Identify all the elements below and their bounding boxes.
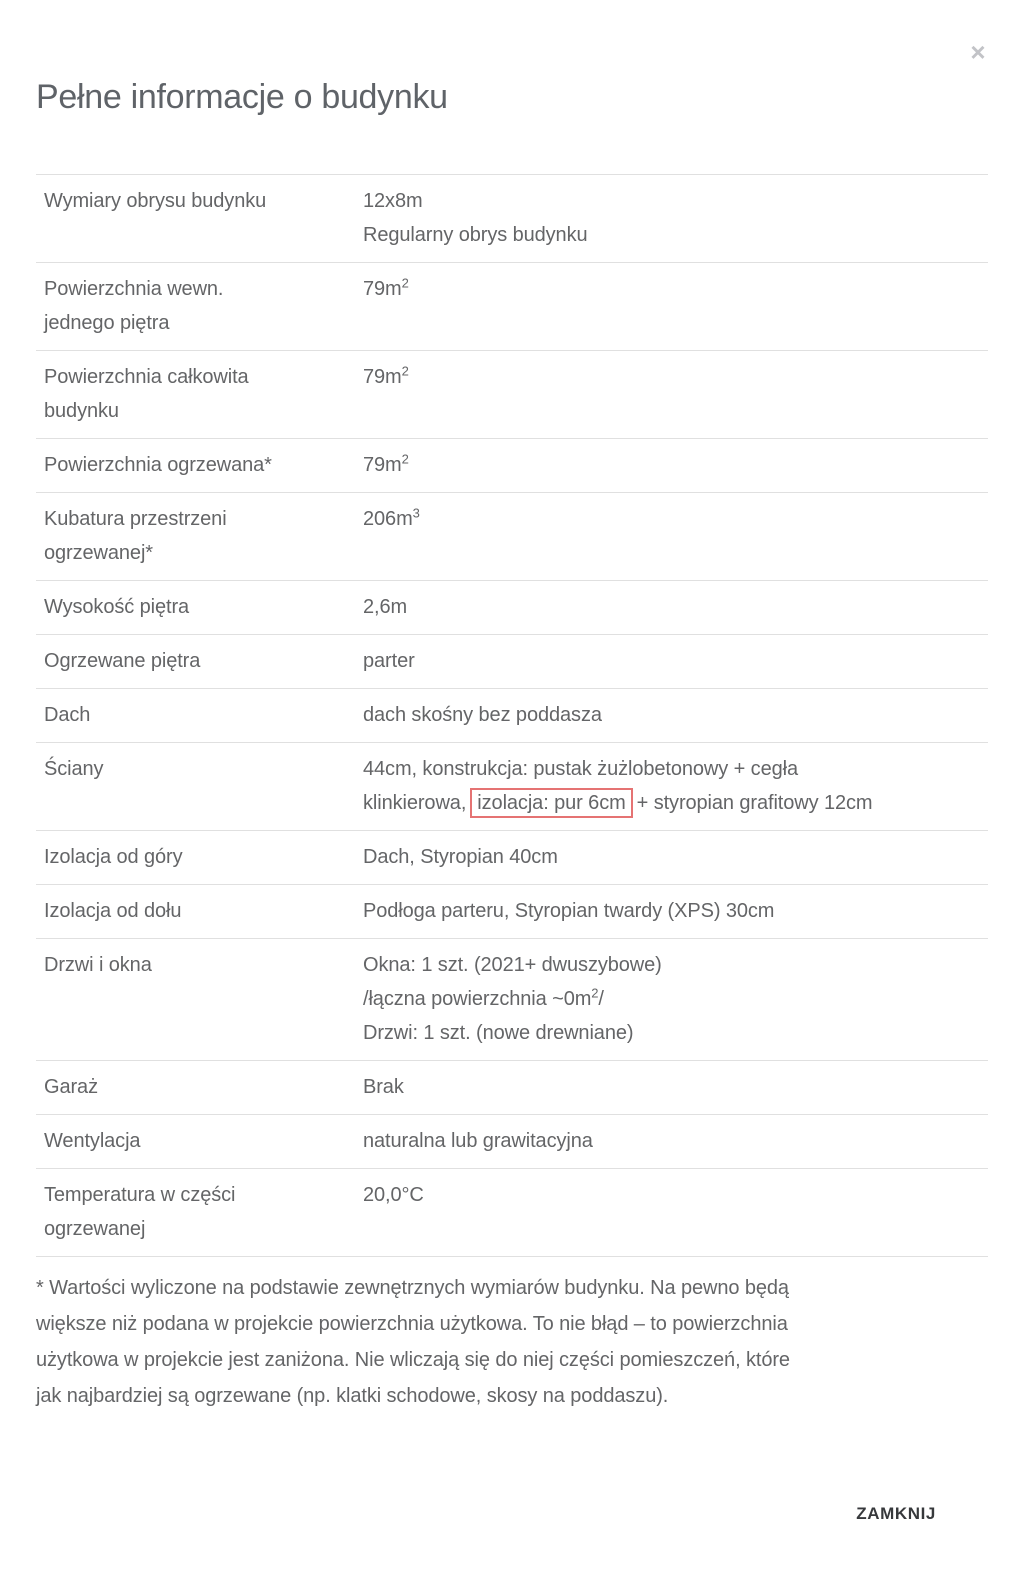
row-value [363,894,988,928]
value-line: Drzwi: 1 szt. (nowe drewniane) [363,1022,634,1044]
value-line: $79m^2$ [363,363,409,388]
row-label-line: Garaż [44,1076,98,1098]
row-label [36,698,363,732]
table-row-pow-ogrzewana [36,438,988,492]
row-label [36,590,363,624]
footnote-line: większe niż podana w projekcie powierzchnia użytkowa. To nie błąd – to powierzchnia [36,1313,788,1335]
value-line: 44cm, konstrukcja: pustak żużlobetonowy + cegła [363,758,798,780]
row-value [363,840,988,874]
row-label-line: Drzwi i okna [44,954,152,976]
row-label [36,1070,363,1104]
row-label-line: Dach [44,704,91,726]
value-line: Okna: 1 szt. (2021+ dwuszybowe) [363,954,662,976]
row-label [36,894,363,928]
value-line: 20,0°C [363,1184,424,1206]
table-row-drzwi-okna [36,938,988,1060]
superscript: 2 [401,451,409,467]
value-line: dach skośny bez poddasza [363,704,602,726]
row-value [363,448,988,482]
row-label [36,948,363,1050]
value-line: klinkierowa, izolacja: pur 6cm + styropian grafitowy 12cm [363,786,980,820]
modal-footer [36,1494,988,1534]
row-label-line: Wysokość piętra [44,596,190,618]
table-row-kubatura [36,492,988,580]
table-row-temperatura [36,1168,988,1256]
footnote-line: użytkowa w projekcie jest zaniżona. Nie wliczają się do niej części pomieszczeń, które [36,1349,790,1371]
row-value [363,272,988,340]
row-value [363,184,988,252]
table-row-pow-calkowita [36,350,988,438]
row-label-line: Wymiary obrysu budynku [44,190,267,212]
row-label [36,502,363,570]
table-row-sciany [36,742,988,830]
close-icon[interactable]: × [962,36,994,68]
value-line: $79m^2$ [363,275,409,300]
row-label [36,1124,363,1158]
table-row-garaz [36,1060,988,1114]
table-row-wentylacja [36,1114,988,1168]
value-line: naturalna lub grawitacyjna [363,1130,593,1152]
value-line: Brak [363,1076,404,1098]
row-label [36,360,363,428]
table-row-izolacja-dol [36,884,988,938]
row-label [36,272,363,340]
izolacja-highlight-box: izolacja: pur 6cm [470,788,632,818]
footnote-line: jak najbardziej są ogrzewane (np. klatki schodowe, skosy na poddaszu). [36,1385,669,1407]
row-label [36,840,363,874]
row-value [363,1124,988,1158]
row-label-line: budynku [44,400,119,422]
table-row-wysokosc [36,580,988,634]
row-value [363,644,988,678]
value-line: Regularny obrys budynku [363,224,588,246]
value-line: Podłoga parteru, Styropian twardy (XPS) 30cm [363,900,775,922]
row-label-line: Izolacja od góry [44,846,183,868]
row-label [36,752,363,820]
row-label-line: Kubatura przestrzeni [44,508,227,530]
row-value [363,502,988,570]
table-row-wymiary [36,174,988,262]
superscript: 2 [401,363,409,379]
row-label-line: Ogrzewane piętra [44,650,201,672]
footnote-line: * Wartości wyliczone na podstawie zewnętrznych wymiarów budynku. Na pewno będą [36,1277,789,1299]
row-value [363,590,988,624]
row-label-line: Izolacja od dołu [44,900,182,922]
value-line: $79m^2$ [363,451,409,476]
row-value [363,752,988,820]
page-title: Pełne informacje o budynku [36,78,448,116]
row-label-line: jednego piętra [44,312,170,334]
value-line: 2,6m [363,596,408,618]
row-value [363,1178,988,1246]
superscript: 2 [591,985,599,1001]
row-label-line: ogrzewanej [44,1218,146,1240]
row-label-line: Powierzchnia ogrzewana* [44,454,272,476]
table-row-dach [36,688,988,742]
table-row-pow-wewn [36,262,988,350]
row-label-line: Powierzchnia całkowita [44,366,249,388]
superscript: 3 [412,505,420,521]
row-label [36,644,363,678]
table-row-ogrzewane-pietra [36,634,988,688]
value-line: /łączna powierzchnia $\sim 0m^2/$ [363,985,604,1010]
table-row-izolacja-gora [36,830,988,884]
value-line: 12x8m [363,190,423,212]
row-value [363,1070,988,1104]
value-line: parter [363,650,415,672]
building-info-table [36,174,988,1257]
row-label [36,448,363,482]
row-value [363,948,988,1050]
value-line: Dach, Styropian 40cm [363,846,558,868]
zamknij-button[interactable]: ZAMKNIJ [848,1494,944,1534]
row-label [36,1178,363,1246]
row-value [363,698,988,732]
row-label-line: Wentylacja [44,1130,141,1152]
value-line: $206m^3$ [363,505,420,530]
row-label-line: Powierzchnia wewn. [44,278,224,300]
superscript: 2 [401,275,409,291]
row-value [363,360,988,428]
row-label [36,184,363,252]
row-label-line: Ściany [44,758,104,780]
footnote [36,1270,988,1414]
row-label-line: ogrzewanej* [44,542,153,564]
row-label-line: Temperatura w części [44,1184,236,1206]
